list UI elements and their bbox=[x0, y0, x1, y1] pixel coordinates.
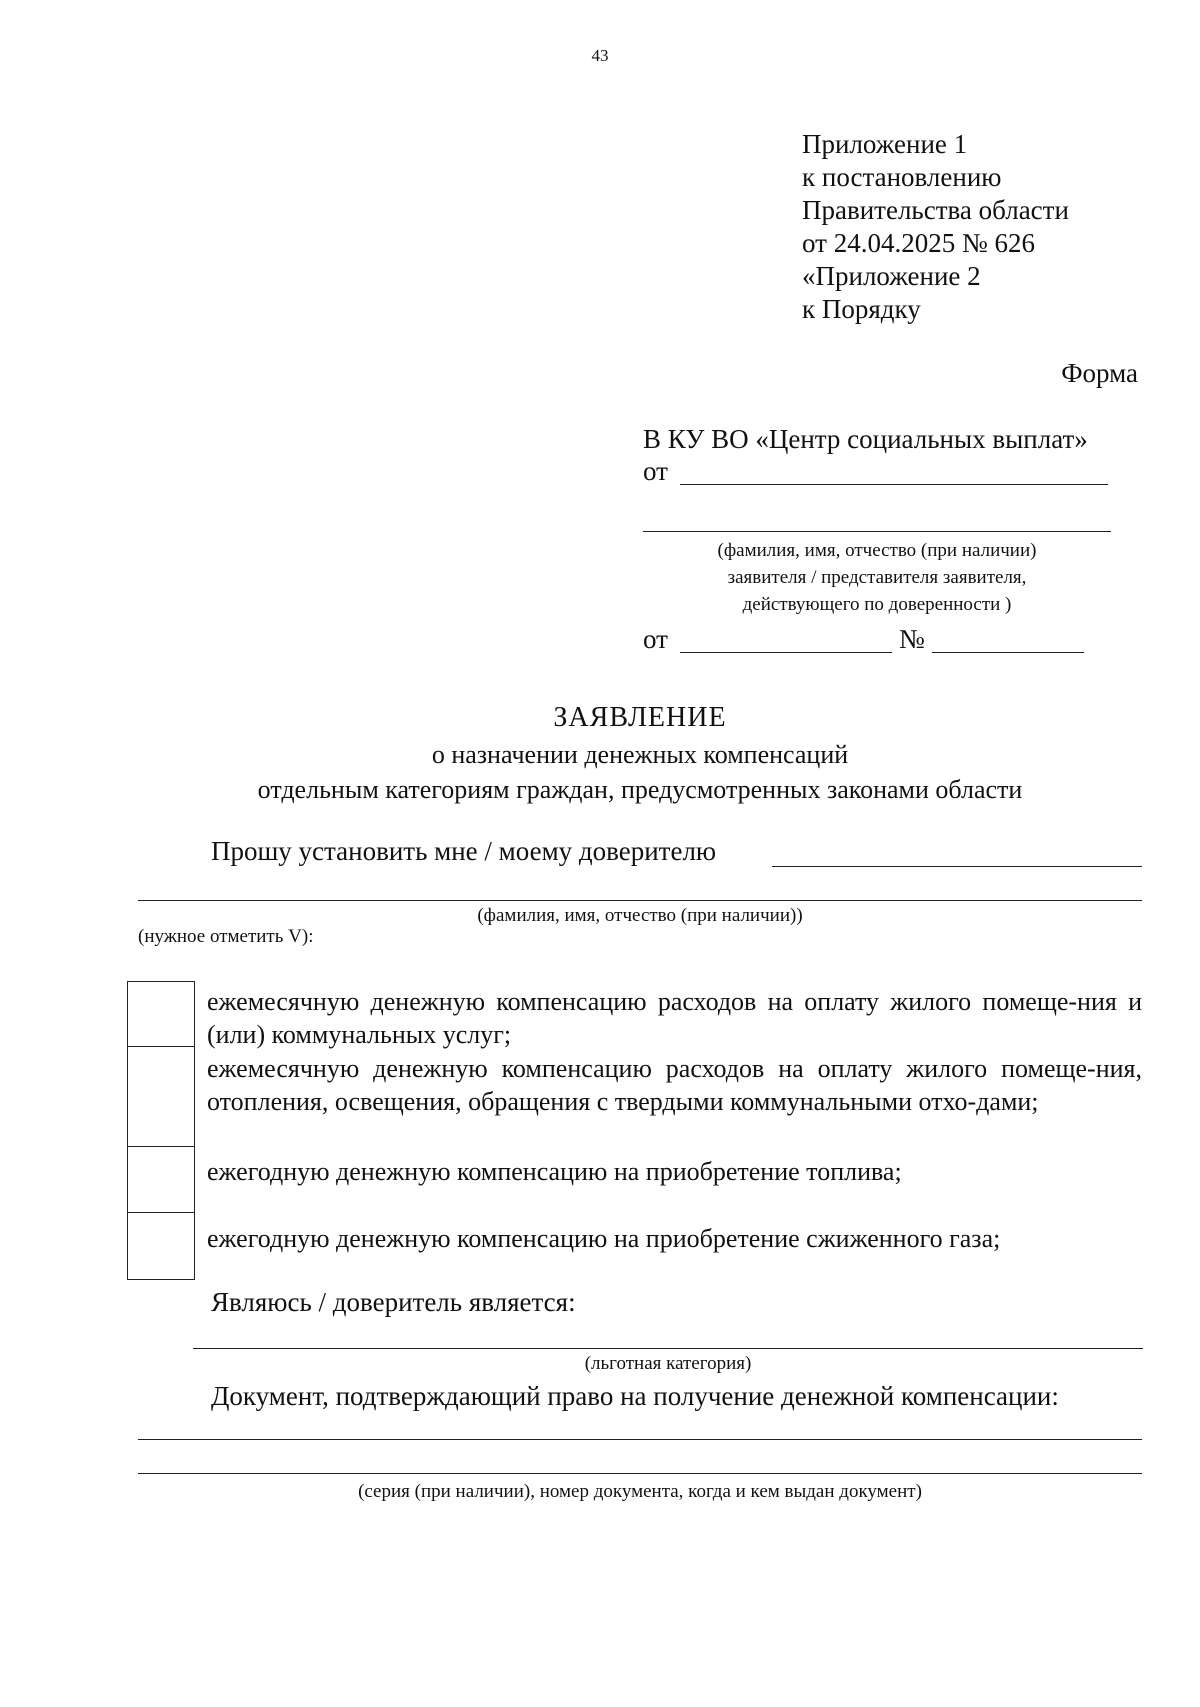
fio-caption: (фамилия, имя, отчество (при наличии)) bbox=[477, 905, 803, 926]
option-text-heating-lighting: ежемесячную денежную компенсацию расходов на оплату жилого помеще-ния, отопления, освещения, обращения с твердыми коммунальными отхо-дами; bbox=[207, 1054, 1142, 1116]
caption-line: действующего по доверенности ) bbox=[742, 594, 1012, 615]
appendix-line: к постановлению bbox=[802, 162, 1002, 192]
from-label: от bbox=[643, 456, 668, 486]
applicant-name-caption bbox=[643, 537, 1111, 618]
applicant-name-field-line-1[interactable] bbox=[680, 484, 1108, 485]
number-label: № bbox=[899, 624, 925, 654]
check-note: (нужное отметить V): bbox=[138, 926, 314, 947]
document-subtitle-line: отдельным категориям граждан, предусмотренных законами области bbox=[257, 775, 1023, 804]
recipient-field-line-2[interactable] bbox=[138, 900, 1142, 901]
category-caption: (льготная категория) bbox=[584, 1353, 752, 1374]
recipient-field-line-1[interactable] bbox=[772, 866, 1142, 867]
caption-line: заявителя / представителя заявителя, bbox=[727, 567, 1027, 588]
document-text: Документ, подтверждающий право на получение денежной компенсации: bbox=[211, 1381, 1059, 1411]
status-text: Являюсь / доверитель является: bbox=[211, 1287, 576, 1317]
appendix-line: «Приложение 2 bbox=[802, 261, 981, 291]
option-checkbox-heating-lighting[interactable] bbox=[127, 1046, 195, 1148]
addressee-to: В КУ ВО «Центр социальных выплат» bbox=[643, 424, 1088, 454]
power-of-attorney-date-field[interactable] bbox=[680, 652, 892, 653]
caption-line: (фамилия, имя, отчество (при наличии) bbox=[717, 540, 1037, 561]
date-label: от bbox=[643, 624, 668, 654]
option-checkbox-housing-utilities[interactable] bbox=[127, 981, 195, 1048]
appendix-block bbox=[802, 128, 1069, 326]
option-text-housing-utilities: ежемесячную денежную компенсацию расходов на оплату жилого помеще-ния и (или) коммунальных услуг; bbox=[207, 987, 1142, 1049]
document-field-line-1[interactable] bbox=[138, 1439, 1142, 1440]
request-text: Прошу установить мне / моему доверителю bbox=[211, 836, 717, 866]
appendix-line: к Порядку bbox=[802, 294, 921, 324]
option-checkbox-liquefied-gas[interactable] bbox=[127, 1212, 195, 1280]
form-label: Форма bbox=[1061, 358, 1138, 388]
option-checkbox-fuel[interactable] bbox=[127, 1146, 195, 1214]
option-text-liquefied-gas: ежегодную денежную компенсацию на приобретение сжиженного газа; bbox=[207, 1224, 1001, 1253]
document-title: ЗАЯВЛЕНИЕ bbox=[553, 702, 727, 733]
option-text-fuel: ежегодную денежную компенсацию на приобретение топлива; bbox=[207, 1157, 902, 1186]
appendix-line: от 24.04.2025 № 626 bbox=[802, 228, 1035, 258]
applicant-name-field-line-2[interactable] bbox=[643, 531, 1111, 532]
power-of-attorney-number-field[interactable] bbox=[932, 652, 1084, 653]
benefit-category-field[interactable] bbox=[193, 1348, 1143, 1349]
document-field-line-2[interactable] bbox=[138, 1473, 1142, 1474]
document-subtitle-line: о назначении денежных компенсаций bbox=[431, 740, 849, 769]
appendix-line: Приложение 1 bbox=[802, 129, 968, 159]
document-caption: (серия (при наличии), номер документа, когда и кем выдан документ) bbox=[358, 1481, 922, 1502]
appendix-line: Правительства области bbox=[802, 195, 1069, 225]
page-number: 43 bbox=[591, 46, 609, 65]
